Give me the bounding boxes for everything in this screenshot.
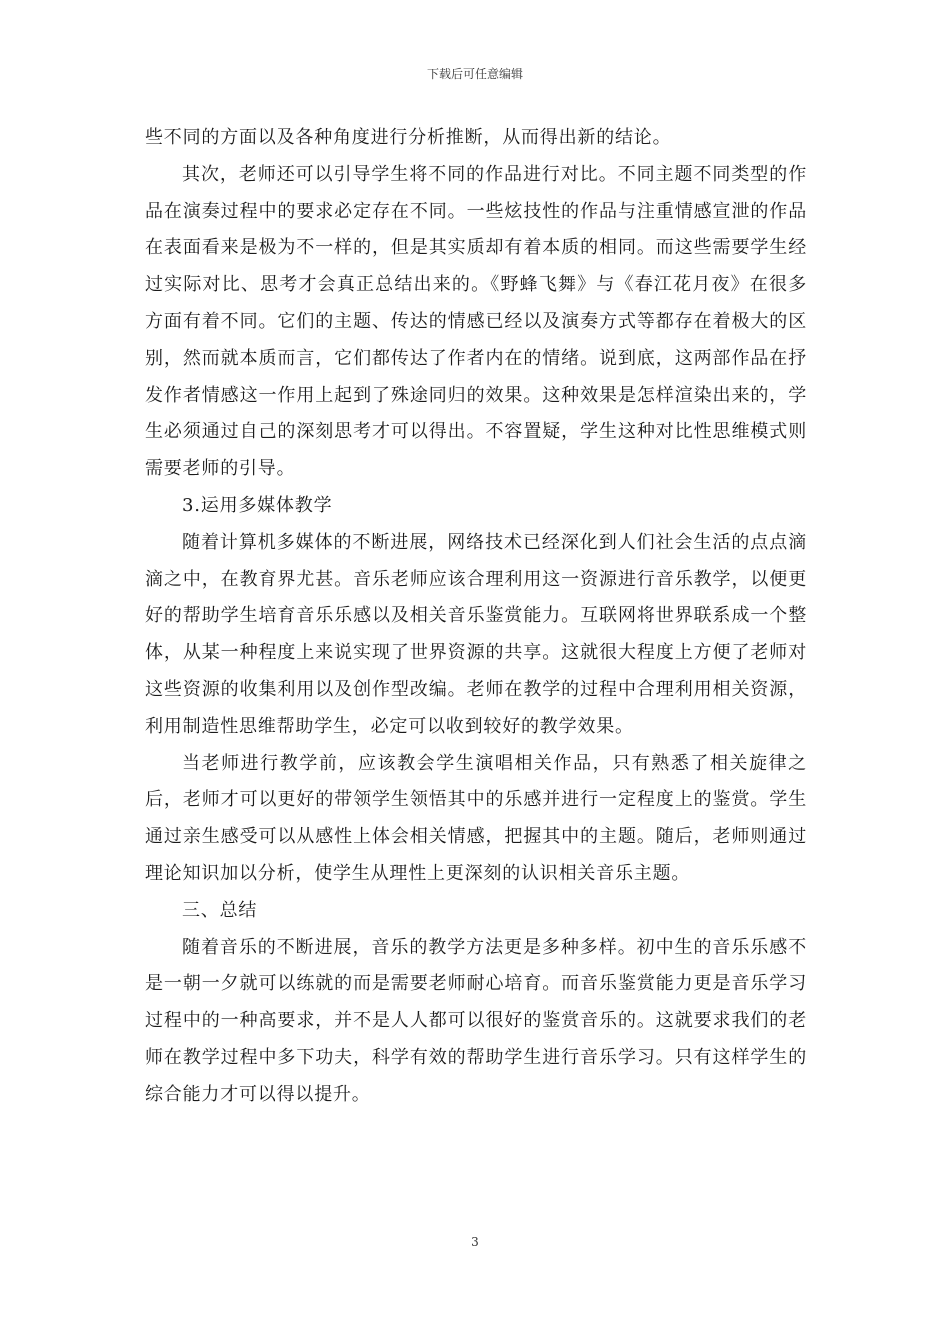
paragraph-continuation: 些不同的方面以及各种角度进行分析推断，从而得出新的结论。 [145, 127, 672, 148]
paragraph-multimedia: 随着计算机多媒体的不断进展，网络技术已经深化到人们社会生活的点点滴滴之中，在教育界尤甚。音乐老师应该合理利用这一资源进行音乐教学，以便更好的帮助学生培育音乐乐感以及相关音乐鉴赏能力。互联网将世界联系成一个整体，从某一种程度上来说实现了世界资源的共享。这就很大程度上方便了老师对这些资源的收集利用以及创作型改编。老师在教学的过程中合理利用相关资源，利用制造性思维帮助学生，必定可以收到较好的教学效果。 [145, 531, 807, 737]
page-header: 下载后可任意编辑 [426, 67, 523, 81]
document-body [145, 120, 807, 1114]
section-heading-summary: 三、总结 [182, 899, 258, 921]
paragraph-teaching: 当老师进行教学前，应该教会学生演唱相关作品，只有熟悉了相关旋律之后，老师才可以更好的带领学生领悟其中的乐感并进行一定程度上的鉴赏。学生通过亲生感受可以从感性上体会相关情感，把握其中的主题。随后，老师则通过理论知识加以分析，使学生从理性上更深刻的认识相关音乐主题。 [145, 752, 807, 884]
section-heading-multimedia: 3.运用多媒体教学 [182, 494, 333, 516]
paragraph-summary: 随着音乐的不断进展，音乐的教学方法更是多种多样。初中生的音乐乐感不是一朝一夕就可以练就的而是需要老师耐心培育。而音乐鉴赏能力更是音乐学习过程中的一种高要求，并不是人人都可以很好的鉴赏音乐的。这就要求我们的老师在教学过程中多下功夫，科学有效的帮助学生进行音乐学习。只有这样学生的综合能力才可以得以提升。 [145, 936, 807, 1105]
page-number: 3 [471, 1235, 479, 1249]
paragraph-comparison: 其次，老师还可以引导学生将不同的作品进行对比。不同主题不同类型的作品在演奏过程中的要求必定存在不同。一些炫技性的作品与注重情感宣泄的作品在表面看来是极为不一样的，但是其实质却有着本质的相同。而这些需要学生经过实际对比、思考才会真正总结出来的。《野蜂飞舞》与《春江花月夜》在很多方面有着不同。它们的主题、传达的情感已经以及演奏方式等都存在着极大的区别，然而就本质而言，它们都传达了作者内在的情绪。说到底，这两部作品在抒发作者情感这一作用上起到了殊途同归的效果。这种效果是怎样渲染出来的，学生必须通过自己的深刻思考才可以得出。不容置疑，学生这种对比性思维模式则需要老师的引导。 [145, 163, 807, 480]
